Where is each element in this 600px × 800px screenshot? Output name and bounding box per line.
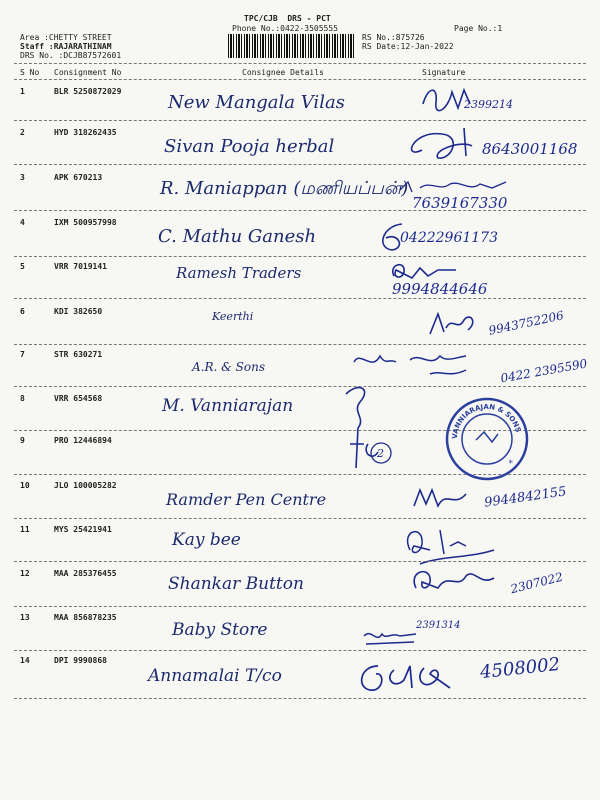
drs-number: DRS No. :DCJB87572601 [20,51,122,60]
row-1-sno: 1 [20,87,25,96]
row-12-sno: 12 [20,569,30,578]
row-14-signature: 4508002 [479,653,562,684]
row-3-consignee: R. Maniappan (மணியப்பன்) [160,178,409,199]
row-6-sno: 6 [20,307,25,316]
row-5-signature: 9994844646 [392,280,488,298]
row-2-signature: 8643001168 [482,140,578,158]
row-divider [14,164,586,165]
row-1-signature: 2399214 [464,98,513,111]
row-13-sno: 13 [20,613,30,622]
row-8-consignee: M. Vanniarajan [162,396,294,416]
row-divider [14,256,586,257]
row-11-consignee: Kay bee [172,530,241,550]
row-divider [14,120,586,121]
circled-two-mark [368,440,396,466]
row-divider [14,518,586,519]
row-2-signature-scribble [402,120,492,168]
document-title: TPC/CJB DRS - PCT [244,14,331,23]
header-divider [14,63,586,64]
col-sno: S No [20,68,40,77]
row-14-signature-scribble [354,658,474,698]
row-14-consignee: Annamalai T/co [148,666,282,686]
row-13-signature: 2391314 [416,620,461,631]
col-consignment: Consignment No [54,68,122,77]
row-1-consignee: New Mangala Vilas [168,92,345,113]
row-10-consignment: JLO 100005282 [54,481,117,490]
columns-divider [14,79,586,80]
row-7-consignee: A.R. & Sons [192,360,265,374]
row-13-consignment: MAA 856878235 [54,613,117,622]
row-3-signature-scribble [396,178,526,196]
row-10-consignee: Ramder Pen Centre [166,490,327,509]
row-12-consignee: Shankar Button [168,574,304,594]
col-consignee: Consignee Details [242,68,324,77]
row-14-consignment: DPI 9990868 [54,656,107,665]
row-3-signature: 7639167330 [412,194,508,212]
row-10-sno: 10 [20,481,30,490]
row-divider [14,561,586,562]
company-stamp [444,396,530,482]
svg-text:*: * [508,459,514,469]
row-11-consignment: MYS 25421941 [54,525,112,534]
row-6-signature: 9943752206 [487,308,565,338]
staff-label: Staff :RAJARATHINAM [20,42,112,51]
row-5-sno: 5 [20,262,25,271]
row-divider [14,344,586,345]
row-5-signature-scribble [386,258,466,284]
row-divider [14,698,586,699]
barcode [228,34,354,58]
row-1-signature-scribble [418,82,478,112]
row-12-signature-scribble [408,564,508,598]
row-7-consignment: STR 630271 [54,350,103,359]
row-divider [14,210,586,211]
row-divider [14,298,586,299]
row-2-consignment: HYD 318262435 [54,128,117,137]
row-4-sno: 4 [20,218,25,227]
row-divider [14,386,586,387]
row-14-sno: 14 [20,656,30,665]
row-13-consignee: Baby Store [172,620,268,640]
row-1-consignment: BLR 5250872029 [54,87,122,96]
stamp-text: VANNIARAJAN & SONS [450,402,523,440]
row-7-sno: 7 [20,350,25,359]
row-9-sno: 9 [20,436,25,445]
row-3-sno: 3 [20,173,25,182]
phone-number: Phone No.:0422-3505555 [232,24,338,33]
row-3-consignment: APK 670213 [54,173,103,182]
row-13-signature-scribble [360,626,420,648]
row-9-consignment: PRO 12446894 [54,436,112,445]
area-label: Area :CHETTY STREET [20,33,112,42]
row-4-signature: 04222961173 [400,230,498,246]
row-10-signature-scribble [410,484,480,514]
row-8-consignment: VRR 654568 [54,394,103,403]
page-number: Page No.:1 [454,24,503,33]
row-5-consignment: VRR 7019141 [54,262,107,271]
row-10-signature: 9944842155 [483,484,568,511]
row-6-signature-scribble [424,306,484,340]
col-signature: Signature [422,68,466,77]
row-11-signature-scribble [400,520,500,570]
row-divider [14,650,586,651]
row-6-consignment: KDI 382650 [54,307,103,316]
rs-date: RS Date:12-Jan-2022 [362,42,454,51]
row-11-sno: 11 [20,525,30,534]
row-divider [14,606,586,607]
row-7-signature: 0422 2395590 [499,356,589,386]
row-2-consignee: Sivan Pooja herbal [164,136,335,157]
row-12-signature: 2307022 [509,569,565,597]
row-4-consignment: IXM 500957998 [54,218,117,227]
row-5-consignee: Ramesh Traders [176,264,302,282]
row-2-sno: 2 [20,128,25,137]
row-4-signature-scribble [372,218,412,258]
row-8-sno: 8 [20,394,25,403]
row-4-consignee: C. Mathu Ganesh [158,226,317,247]
row-12-consignment: MAA 285376455 [54,569,117,578]
row-7-signature-scribble [350,348,490,382]
svg-text:2: 2 [377,447,384,460]
rs-number: RS No.:875726 [362,33,425,42]
row-6-consignee: Keerthi [212,310,254,323]
